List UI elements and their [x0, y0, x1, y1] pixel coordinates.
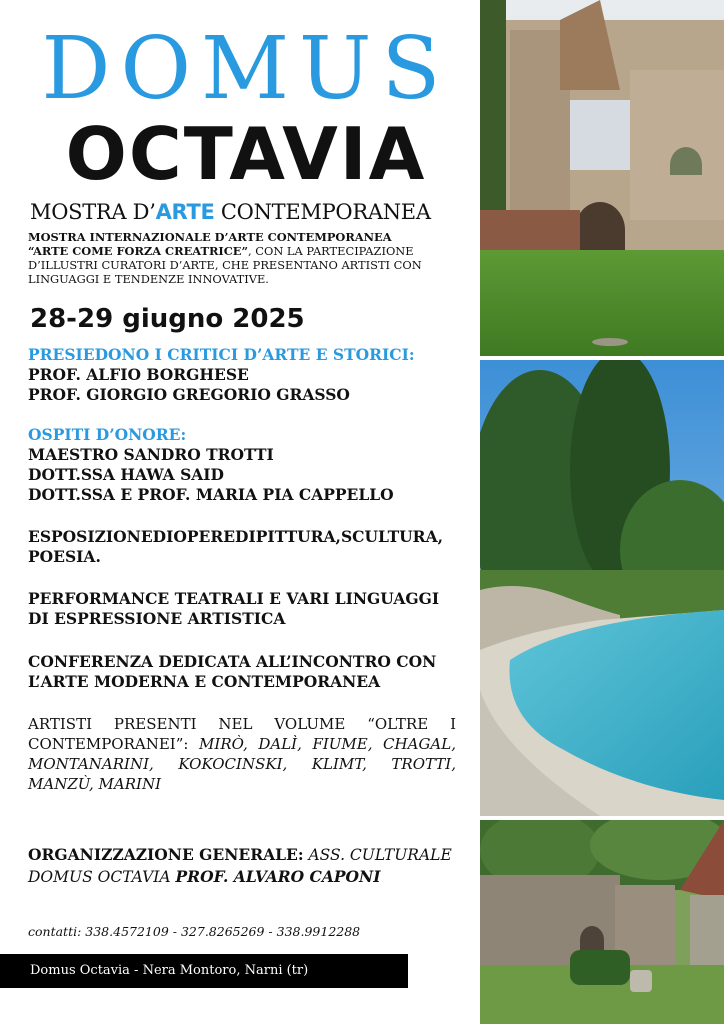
- organization-assoc: ASS. CULTURALE DOMUS OCTAVIA: [28, 846, 452, 886]
- artists-list: MIRÒ, DALÌ, FIUME, CHAGAL, MONTANARINI, KOKOCINSKI, KLIMT, TROTTI, MANZÙ, MARINI: [28, 735, 456, 793]
- organization-person: PROF. ALVARO CAPONI: [175, 867, 381, 886]
- section-conference: CONFERENZA DEDICATA ALL’INCONTRO CON L’ARTE MODERNA E CONTEMPORANEA: [28, 652, 437, 691]
- organization: [28, 844, 468, 888]
- organization-label: ORGANIZZAZIONE GENERALE:: [28, 845, 304, 864]
- title-domus: DOMUS: [41, 19, 451, 119]
- critic-name: PROF. ALFIO BORGHESE: [28, 365, 249, 384]
- guest-name: MAESTRO SANDRO TROTTI: [28, 445, 274, 464]
- artists-paragraph: [28, 714, 456, 794]
- intro-line1: MOSTRA INTERNAZIONALE D’ARTE CONTEMPORANEA: [28, 230, 392, 244]
- subtitle-accent: ARTE: [155, 200, 215, 224]
- guests-heading: OSPITI D’ONORE:: [28, 425, 187, 444]
- photo-ruins: [480, 0, 724, 356]
- section-exhibition: ESPOSIZIONEDIOPEREDIPITTURA,SCULTURA, POESIA.: [28, 527, 443, 566]
- subtitle-post: CONTEMPORANEA: [214, 200, 431, 224]
- subtitle: [30, 202, 460, 223]
- critics-heading: PRESIEDONO I CRITICI D’ARTE E STORICI:: [28, 345, 415, 364]
- guest-name: DOTT.SSA HAWA SAID: [28, 465, 224, 484]
- critic-name: PROF. GIORGIO GREGORIO GRASSO: [28, 385, 350, 404]
- section-performance: PERFORMANCE TEATRALI E VARI LINGUAGGI DI ESPRESSIONE ARTISTICA: [28, 589, 440, 628]
- event-date: 28-29 giugno 2025: [30, 304, 305, 334]
- title-octavia: OCTAVIA: [65, 112, 427, 196]
- photo-pool: [480, 360, 724, 816]
- intro-rest: , CON LA PARTECIPAZIONE D’ILLUSTRI CURATORI D’ARTE, CHE PRESENTANO ARTISTI CON LINGUAGGI E TENDENZE INNOVATIVE.: [28, 244, 422, 286]
- subtitle-pre: MOSTRA D’: [30, 200, 156, 224]
- intro-quote: “ARTE COME FORZA CREATRICE”: [28, 244, 249, 258]
- critics-block: [28, 345, 464, 405]
- photo-column: [480, 0, 724, 1024]
- guests-block: [28, 425, 464, 505]
- artists-intro: ARTISTI PRESENTI NEL VOLUME “OLTRE I CONTEMPORANEI”:: [28, 715, 456, 753]
- photo-building: [480, 820, 724, 1024]
- footer-bar: Domus Octavia - Nera Montoro, Narni (tr): [0, 954, 408, 988]
- guest-name: DOTT.SSA E PROF. MARIA PIA CAPPELLO: [28, 485, 394, 504]
- contacts: contatti: 338.4572109 - 327.8265269 - 338.9912288: [28, 924, 361, 939]
- intro-paragraph: [28, 230, 464, 286]
